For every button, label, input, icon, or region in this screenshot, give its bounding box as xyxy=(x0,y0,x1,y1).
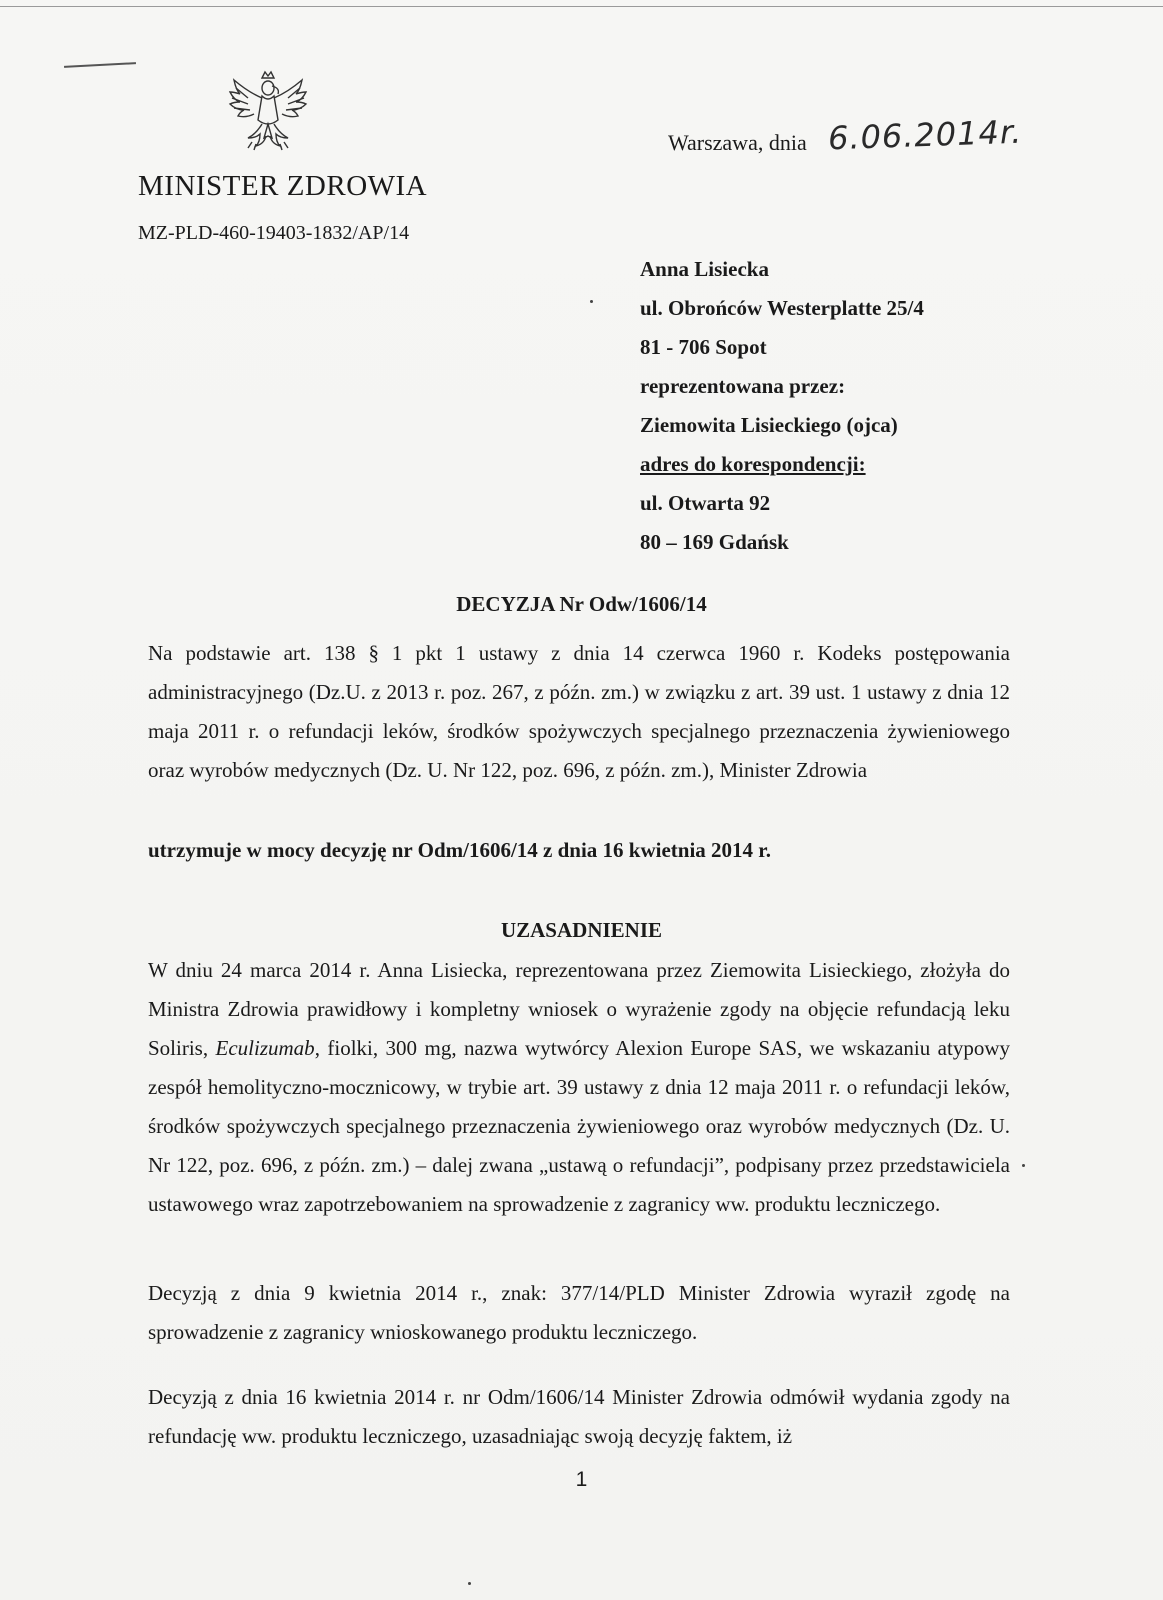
polish-eagle-emblem-icon xyxy=(222,68,314,156)
justification-text-before: W dniu 24 marca 2014 r. Anna Lisiecka, reprezentowana przez Ziemowita Lisieckiego, złożyła do Ministra Zdrowia prawidłowy i kompletny wniosek o wyrażenie zgody na objęcie refundacją leku Soliris, xyxy=(148,958,1010,1060)
addressee-block xyxy=(640,250,924,562)
justification-paragraph-2: Decyzją z dnia 9 kwietnia 2014 r., znak: 377/14/PLD Minister Zdrowia wyraził zgodę na sprowadzenie z zagranicy wnioskowanego produktu leczniczego. xyxy=(148,1281,1010,1344)
decision-title: DECYZJA Nr Odw/1606/14 xyxy=(456,592,707,616)
correspondence-city: 80 – 169 Gdańsk xyxy=(640,530,789,554)
scan-mark xyxy=(64,62,136,68)
place-label: Warszawa, dnia xyxy=(668,130,807,155)
justification-text-after: , fiolki, 300 mg, nazwa wytwórcy Alexion Europe SAS, we wskazaniu atypowy zespół hemolityczno-mocznicowy, w trybie art. 39 ustawy z dnia 12 maja 2011 r. o refundacji leków, środków spożywczych specjalnego przeznaczenia żywieniowego oraz wyrobów medycznych (Dz. U. Nr 122, poz. 696, z późn. zm.) – dalej zwana „ustawą o refundacji”, podpisany przez przedstawiciela ustawowego wraz zapotrzebowaniem na sprowadzenie z zagranicy ww. produktu leczniczego. xyxy=(148,1036,1010,1216)
justification-paragraph-1 xyxy=(148,951,1010,1224)
reference-number: MZ-PLD-460-19403-1832/AP/14 xyxy=(138,222,410,244)
addressee-street: ul. Obrońców Westerplatte 25/4 xyxy=(640,296,924,320)
correspondence-street: ul. Otwarta 92 xyxy=(640,491,771,515)
representative-name: Ziemowita Lisieckiego (ojca) xyxy=(640,413,898,437)
scan-speck xyxy=(468,1582,471,1585)
represented-by-label: reprezentowana przez: xyxy=(640,374,846,398)
addressee-city: 81 - 706 Sopot xyxy=(640,335,767,359)
scan-speck xyxy=(1022,1164,1025,1167)
drug-name: Eculizumab xyxy=(215,1036,315,1060)
justification-title: UZASADNIENIE xyxy=(500,918,663,942)
justification-paragraph-3: Decyzją z dnia 16 kwietnia 2014 r. nr Odm/1606/14 Minister Zdrowia odmówił wydania zgody na refundację ww. produktu leczniczego, uzasadniając swoją decyzję faktem, iż xyxy=(148,1385,1010,1448)
legal-basis-paragraph: Na podstawie art. 138 § 1 pkt 1 ustawy z dnia 14 czerwca 1960 r. Kodeks postępowania administracyjnego (Dz.U. z 2013 r. poz. 267, z późn. zm.) w związku z art. 39 ust. 1 ustawy z dnia 12 maja 2011 r. o refundacji leków, środków spożywczych specjalnego przeznaczenia żywieniowego oraz wyrobów medycznych (Dz. U. Nr 122, poz. 696, z późn. zm.), Minister Zdrowia xyxy=(148,641,1010,782)
handwritten-date: 6.06.2014r. xyxy=(827,112,1023,158)
ministry-name: MINISTER ZDROWIA xyxy=(138,170,428,202)
scan-speck xyxy=(590,300,593,303)
ruling-statement: utrzymuje w mocy decyzję nr Odm/1606/14 z dnia 16 kwietnia 2014 r. xyxy=(148,838,771,862)
correspondence-address-label: adres do korespondencji: xyxy=(640,452,866,476)
page-number: 1 xyxy=(575,1468,588,1491)
addressee-name: Anna Lisiecka xyxy=(640,257,769,281)
scan-edge-line xyxy=(0,6,1163,7)
